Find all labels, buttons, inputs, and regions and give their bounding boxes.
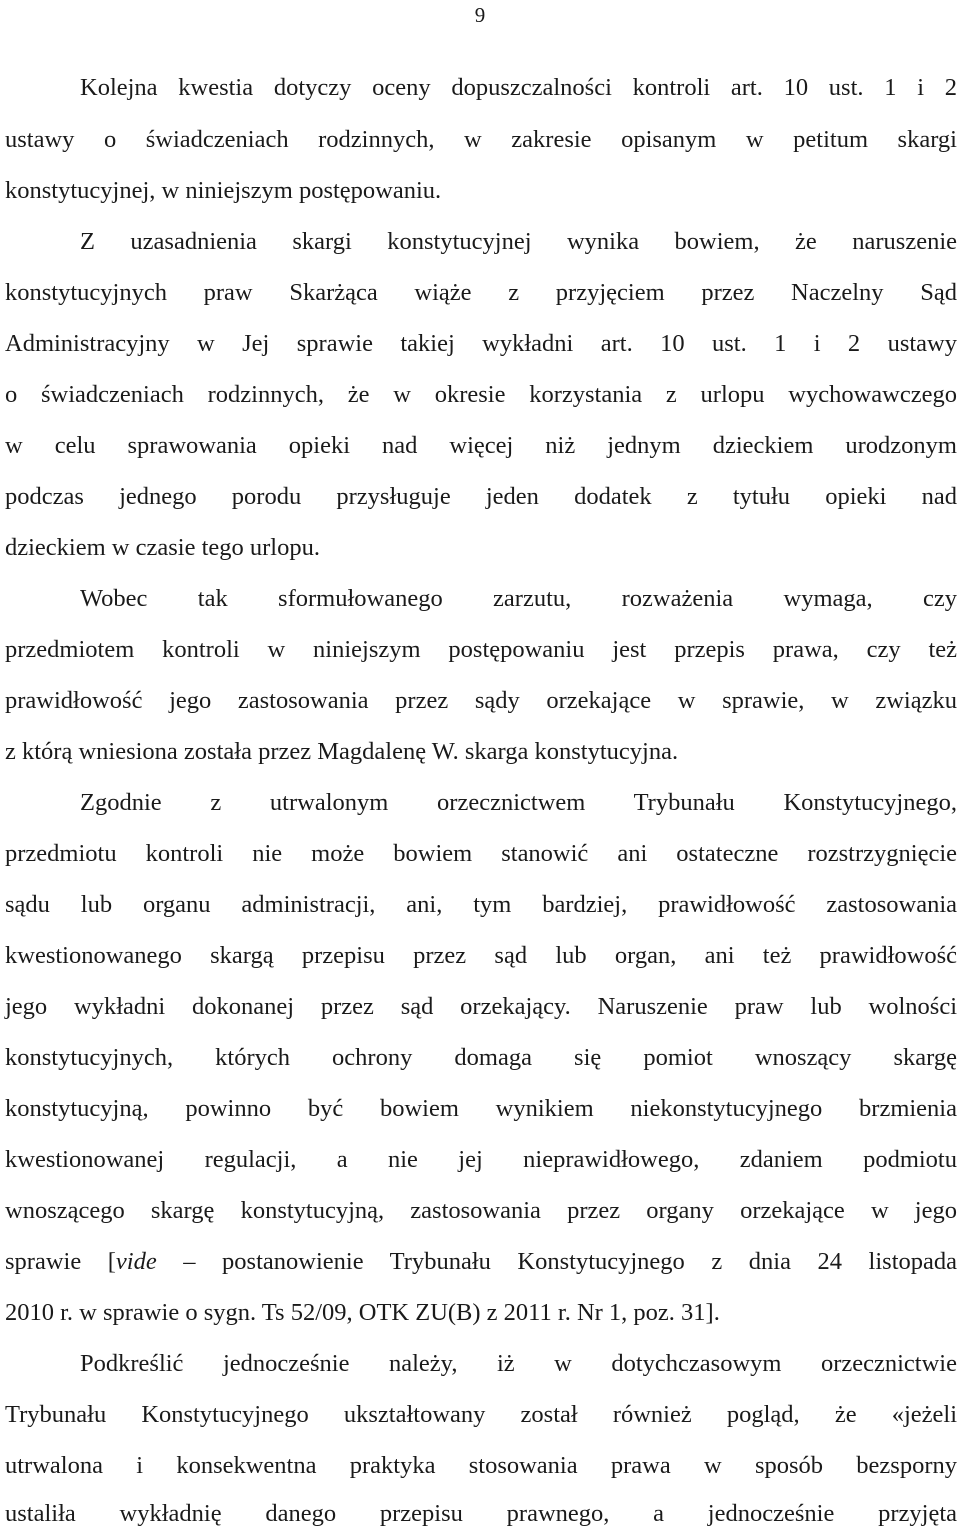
text-line: ustawy o świadczeniach rodzinnych, w zakresie opisanym w petitum skargi — [5, 126, 957, 153]
text-line: jego wykładni dokonanej przez sąd orzekający. Naruszenie praw lub wolności — [5, 993, 957, 1020]
italic-term: vide — [115, 1248, 157, 1275]
text-line: konstytucyjnej, w niniejszym postępowaniu. — [5, 177, 442, 204]
text-line: konstytucyjnych, których ochrony domaga się pomiot wnoszący skargę — [5, 1044, 957, 1071]
text-line: dzieckiem w czasie tego urlopu. — [5, 534, 320, 561]
text-line — [5, 1247, 957, 1277]
text-line: sądu lub organu administracji, ani, tym bardziej, prawidłowość zastosowania — [5, 891, 957, 918]
text-line: Trybunału Konstytucyjnego ukształtowany został również pogląd, że «jeżeli — [5, 1401, 957, 1428]
text-line: kwestionowanej regulacji, a nie jej nieprawidłowego, zdaniem podmiotu — [5, 1146, 957, 1173]
text-line: Podkreślić jednocześnie należy, iż w dotychczasowym orzecznictwie — [80, 1350, 957, 1377]
text-line: o świadczeniach rodzinnych, że w okresie korzystania z urlopu wychowawczego — [5, 381, 957, 408]
text-line: Kolejna kwestia dotyczy oceny dopuszczalności kontroli art. 10 ust. 1 i 2 — [80, 74, 957, 101]
text-line: ustaliła wykładnię danego przepisu prawnego, a jednocześnie przyjęta — [5, 1500, 957, 1527]
text-line: konstytucyjnych praw Skarżąca wiąże z przyjęciem przez Naczelny Sąd — [5, 279, 957, 306]
text-line: konstytucyjną, powinno być bowiem wynikiem niekonstytucyjnego brzmienia — [5, 1095, 957, 1122]
text-line: Zgodnie z utrwalonym orzecznictwem Trybunału Konstytucyjnego, — [80, 789, 957, 816]
text-line: Administracyjny w Jej sprawie takiej wykładni art. 10 ust. 1 i 2 ustawy — [5, 330, 957, 357]
text-line: utrwalona i konsekwentna praktyka stosowania prawa w sposób bezsporny — [5, 1452, 957, 1479]
text-line: przedmiotu kontroli nie może bowiem stanowić ani ostateczne rozstrzygnięcie — [5, 840, 957, 867]
text-line: w celu sprawowania opieki nad więcej niż jednym dzieckiem urodzonym — [5, 432, 957, 459]
text-line: kwestionowanego skargą przepisu przez sąd lub organ, ani też prawidłowość — [5, 942, 957, 969]
text-line: prawidłowość jego zastosowania przez sądy orzekające w sprawie, w związku — [5, 687, 957, 714]
text-line: z którą wniesiona została przez Magdalenę W. skarga konstytucyjna. — [5, 738, 679, 765]
text-line: Wobec tak sformułowanego zarzutu, rozważenia wymaga, czy — [80, 585, 957, 612]
text-line: podczas jednego porodu przysługuje jeden dodatek z tytułu opieki nad — [5, 483, 957, 510]
text-run: – postanowienie Trybunału Konstytucyjnego z dnia 24 listopada — [156, 1248, 957, 1275]
text-line: wnoszącego skargę konstytucyjną, zastosowania przez organy orzekające w jego — [5, 1197, 957, 1224]
text-run: sprawie [ — [5, 1248, 116, 1275]
text-line: przedmiotem kontroli w niniejszym postępowaniu jest przepis prawa, czy też — [5, 636, 957, 663]
text-line: 2010 r. w sprawie o sygn. Ts 52/09, OTK ZU(B) z 2011 r. Nr 1, poz. 31]. — [5, 1299, 720, 1326]
page-number: 9 — [474, 3, 486, 27]
text-line: Z uzasadnienia skargi konstytucyjnej wynika bowiem, że naruszenie — [80, 228, 957, 255]
